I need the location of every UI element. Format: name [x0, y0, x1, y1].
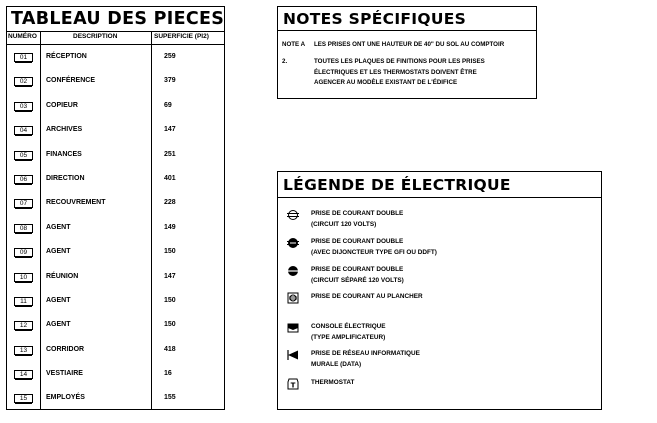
- notes-title: NOTES SPÉCIFIQUES: [278, 7, 536, 31]
- table-row: [7, 265, 224, 289]
- room-number-tag: 14: [14, 370, 33, 379]
- legend-item-label: CONSOLE ÉLECTRIQUE: [311, 323, 386, 330]
- room-area: 147: [164, 126, 176, 134]
- table-row: [7, 289, 224, 313]
- note-item: [282, 57, 532, 89]
- svg-text:T: T: [290, 381, 296, 390]
- legend-item-sublabel: (CIRCUIT 120 VOLTS): [311, 220, 377, 228]
- legend-item-label: PRISE DE COURANT AU PLANCHER: [311, 293, 423, 300]
- note-label: 2.: [282, 58, 288, 65]
- room-number-tag: 07: [14, 199, 33, 208]
- legend-item-label: PRISE DE RÉSEAU INFORMATIQUE: [311, 350, 420, 357]
- room-description: EMPLOYÉS: [46, 394, 85, 402]
- room-area: 16: [164, 370, 172, 378]
- room-area: 147: [164, 272, 176, 280]
- room-number-tag: 09: [14, 248, 33, 257]
- table-row: [7, 118, 224, 142]
- header-description: DESCRIPTION: [73, 33, 118, 40]
- table-row: [7, 313, 224, 337]
- legend-item-label: PRISE DE COURANT DOUBLE: [311, 238, 404, 245]
- floor-outlet-icon: [286, 292, 300, 304]
- data-outlet-icon: [286, 349, 300, 361]
- room-table-title: TABLEAU DES PIECES: [7, 7, 224, 32]
- room-description: FINANCES: [46, 150, 82, 158]
- room-number-tag: 15: [14, 394, 33, 403]
- note-label: NOTE A: [282, 41, 306, 48]
- room-description: AGENT: [46, 248, 71, 256]
- room-description: RÉCEPTION: [46, 53, 87, 60]
- room-description: AGENT: [46, 296, 71, 304]
- room-number-tag: 03: [14, 102, 33, 111]
- room-number-tag: 06: [14, 175, 33, 184]
- room-description: CORRIDOR: [46, 345, 85, 353]
- room-area: 401: [164, 174, 176, 182]
- room-description: AGENT: [46, 321, 71, 329]
- table-row: [7, 338, 224, 362]
- room-area: 155: [164, 394, 176, 402]
- room-area: 379: [164, 77, 176, 85]
- table-row: [7, 240, 224, 264]
- note-item: [282, 40, 532, 50]
- legend-item-sublabel: (AVEC DIJONCTEUR TYPE GFI OU DDFT): [311, 248, 437, 256]
- room-area: 150: [164, 296, 176, 304]
- specific-notes-panel: [277, 6, 537, 99]
- room-area: 150: [164, 321, 176, 329]
- room-number-tag: 02: [14, 77, 33, 86]
- thermostat-icon: [286, 378, 300, 390]
- room-description: ARCHIVES: [46, 126, 83, 134]
- room-area: 418: [164, 345, 176, 353]
- legend-item-sublabel: (CIRCUIT SÉPARÉ 120 VOLTS): [311, 276, 404, 284]
- table-row: [7, 216, 224, 240]
- room-area: 259: [164, 53, 176, 60]
- electrical-console-icon: [286, 322, 300, 334]
- table-row: [7, 94, 224, 118]
- table-row: [7, 386, 224, 410]
- legend-item-label: THERMOSTAT: [311, 379, 355, 386]
- room-area: 150: [164, 248, 176, 256]
- room-table-body: [7, 45, 224, 411]
- table-row: [7, 45, 224, 69]
- gfi-outlet-icon: [286, 237, 300, 249]
- legend-title: LÉGENDE DE ÉLECTRIQUE: [278, 172, 601, 198]
- note-text: LES PRISES ONT UNE HAUTEUR DE 40" DU SOL AU COMPTOIR: [314, 41, 505, 48]
- duplex-outlet-icon: [286, 209, 300, 221]
- room-description: VESTIAIRE: [46, 370, 83, 378]
- room-number-tag: 11: [14, 297, 33, 306]
- room-description: RECOUVREMENT: [46, 199, 106, 207]
- room-area: 69: [164, 101, 172, 109]
- room-area: 149: [164, 223, 176, 231]
- header-number: NUMÉRO: [8, 33, 37, 40]
- room-number-tag: 10: [14, 273, 33, 282]
- room-number-tag: 08: [14, 224, 33, 233]
- room-description: AGENT: [46, 223, 71, 231]
- note-text: ÉLECTRIQUES ET LES THERMOSTATS DOIVENT ÊTRE: [314, 68, 477, 76]
- note-text: AGENCER AU MODÈLE EXISTANT DE L'ÉDIFICE: [314, 79, 458, 86]
- room-area: 251: [164, 150, 176, 158]
- legend-item-label: PRISE DE COURANT DOUBLE: [311, 266, 404, 273]
- table-row: [7, 143, 224, 167]
- room-number-tag: 13: [14, 346, 33, 355]
- legend-item-sublabel: MURALE (DATA): [311, 360, 362, 368]
- room-description: CONFÉRENCE: [46, 77, 96, 85]
- room-schedule-table: [6, 6, 225, 410]
- room-description: COPIEUR: [46, 101, 78, 109]
- legend-item-sublabel: (TYPE AMPLIFICATEUR): [311, 333, 386, 341]
- electrical-legend-panel: [277, 171, 602, 410]
- table-row: [7, 167, 224, 191]
- room-number-tag: 04: [14, 126, 33, 135]
- room-number-tag: 05: [14, 151, 33, 160]
- room-area: 228: [164, 199, 176, 207]
- header-area: SUPERFICIE (PI2): [154, 33, 209, 40]
- table-row: [7, 69, 224, 93]
- note-text: TOUTES LES PLAQUES DE FINITIONS POUR LES PRISES: [314, 58, 485, 65]
- room-number-tag: 12: [14, 321, 33, 330]
- room-description: DIRECTION: [46, 174, 85, 182]
- table-row: [7, 191, 224, 215]
- table-row: [7, 362, 224, 386]
- legend-item-label: PRISE DE COURANT DOUBLE: [311, 210, 404, 217]
- dedicated-outlet-icon: [286, 265, 300, 277]
- room-description: RÉUNION: [46, 272, 79, 280]
- room-number-tag: 01: [14, 53, 33, 62]
